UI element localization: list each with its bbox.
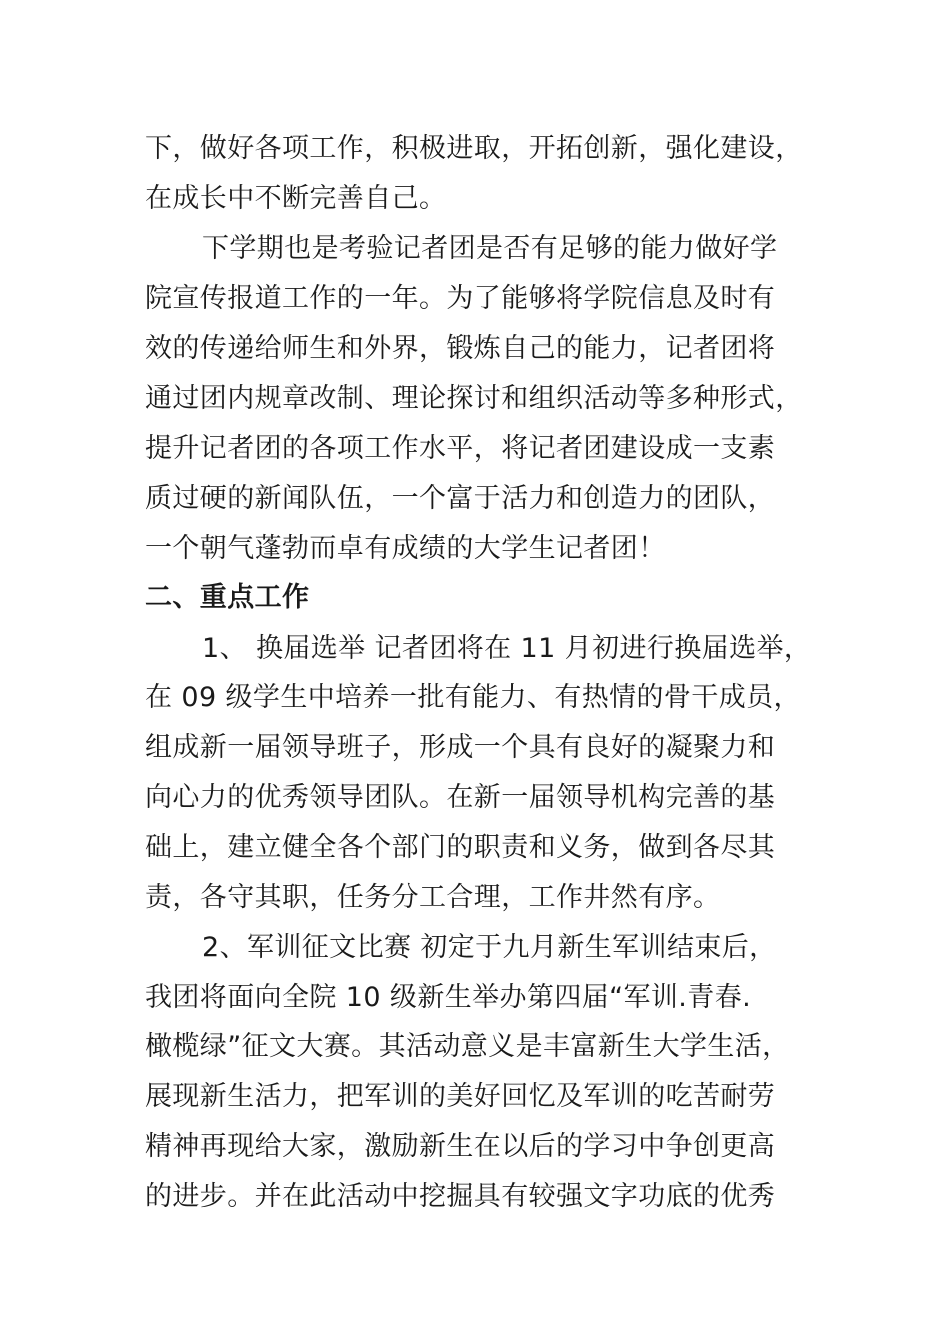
paragraph-2-line-6: 质过硬的新闻队伍，一个富于活力和创造力的团队，: [145, 483, 776, 514]
item-1-line-6: 责，各守其职，任务分工合理，工作井然有序。: [145, 882, 721, 913]
paragraph-2-line-5: 提升记者团的各项工作水平，将记者团建设成一支素: [145, 433, 776, 464]
item-2-line-4: 展现新生活力，把军训的美好回忆及军训的吃苦耐劳: [145, 1081, 776, 1112]
item-2-line-2: 我团将面向全院 10 级新生举办第四届“军训.青春.: [145, 982, 752, 1013]
paragraph-1-line-2: 在成长中不断完善自己。: [145, 183, 447, 214]
item-2-line-1: 2、军训征文比赛 初定于九月新生军训结束后，: [202, 932, 777, 963]
item-2-line-3: 橄榄绿”征文大赛。其活动意义是丰富新生大学生活，: [145, 1031, 790, 1062]
item-2-line-6: 的进步。并在此活动中挖掘具有较强文字功底的优秀: [145, 1181, 776, 1212]
paragraph-2-line-2: 院宣传报道工作的一年。为了能够将学院信息及时有: [145, 283, 776, 314]
item-1-line-4: 向心力的优秀领导团队。在新一届领导机构完善的基: [145, 782, 776, 813]
paragraph-2-line-1: 下学期也是考验记者团是否有足够的能力做好学: [202, 233, 778, 264]
item-1-line-1: 1、 换届选举 记者团将在 11 月初进行换届选举，: [202, 633, 812, 664]
paragraph-2-line-4: 通过团内规章改制、理论探讨和组织活动等多种形式，: [145, 383, 803, 414]
section-heading: 二、重点工作: [145, 582, 310, 613]
paragraph-2-line-7: 一个朝气蓬勃而卓有成绩的大学生记者团！: [145, 533, 666, 564]
paragraph-2-line-3: 效的传递给师生和外界，锻炼自己的能力，记者团将: [145, 333, 776, 364]
item-1-line-3: 组成新一届领导班子，形成一个具有良好的凝聚力和: [145, 732, 776, 763]
paragraph-1-line-1: 下，做好各项工作，积极进取，开拓创新，强化建设，: [145, 133, 803, 164]
item-1-line-5: 础上，建立健全各个部门的职责和义务，做到各尽其: [145, 832, 776, 863]
item-1-line-2: 在 09 级学生中培养一批有能力、有热情的骨干成员，: [145, 682, 801, 713]
item-2-line-5: 精神再现给大家，激励新生在以后的学习中争创更高: [145, 1131, 776, 1162]
